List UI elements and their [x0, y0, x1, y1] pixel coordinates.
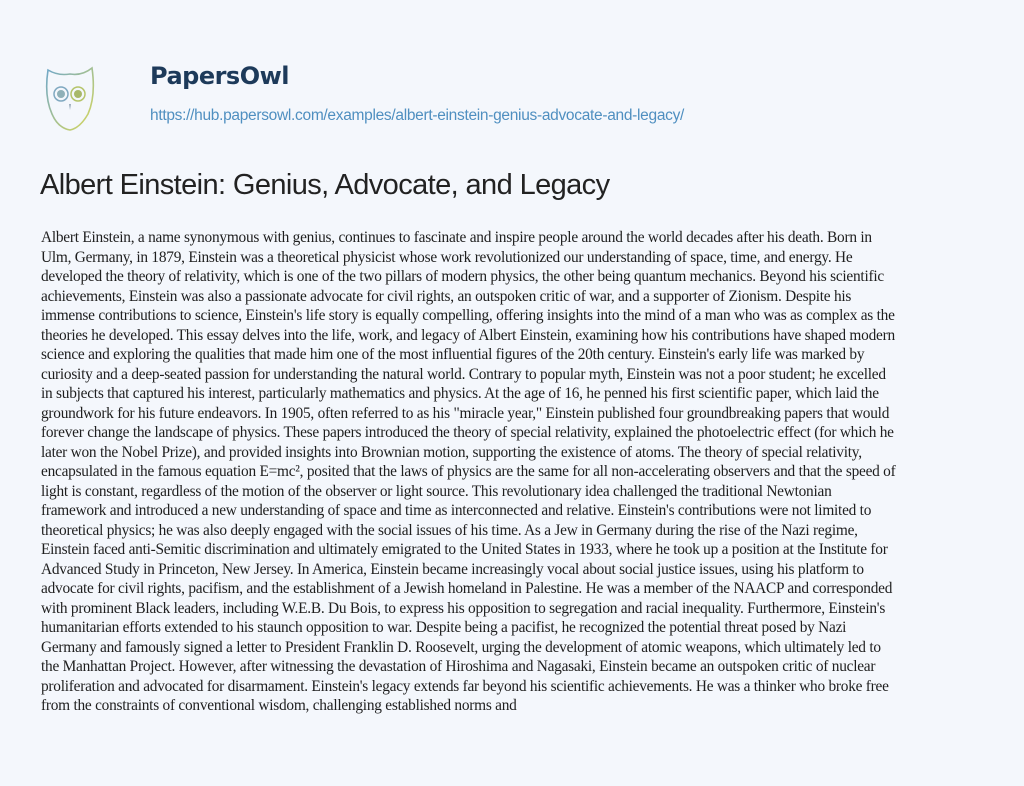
essay-line: encapsulated in the famous equation E=mc², posited that the laws of physics are the same for all non-accelerating observers and that the speed of: [41, 463, 896, 480]
essay-line: forever change the landscape of physics. These papers introduced the theory of special relativity, explained the photoelectric effect (for which he: [41, 424, 894, 441]
essay-line: from the constraints of conventional wisdom, challenging established norms and: [41, 697, 517, 714]
essay-line: developed the theory of relativity, which is one of the two pillars of modern physics, the other being quantum mechanics. Beyond his scientific: [41, 268, 884, 285]
essay-line: Einstein faced anti-Semitic discrimination and ultimately emigrated to the United States in 1933, where he took up a position at the Institute for: [41, 541, 888, 558]
essay-line: groundwork for his future endeavors. In 1905, often referred to as his "miracle year," Einstein published four groundbreaking papers that would: [41, 404, 890, 422]
essay-line: Ulm, Germany, in 1879, Einstein was a theoretical physicist whose work revolutionized our understanding of space, time, and energy. He: [41, 248, 853, 266]
essay-line: later won the Nobel Prize), and provided insights into Brownian motion, supporting the existence of atoms. The theory of special relativity,: [41, 443, 862, 461]
essay-line: Advanced Study in Princeton, New Jersey. In America, Einstein became increasingly vocal about social justice issues, using his platform to: [41, 560, 864, 578]
essay-line: theoretical physics; he was also deeply engaged with the social issues of his time. As a Jew in Germany during the rise of the Nazi regime,: [41, 521, 858, 539]
essay-line: immense contributions to science, Einstein's life story is equally compelling, offering insights into the mind of a man who was as complex as the: [41, 307, 895, 324]
essay-body: [41, 228, 1024, 716]
essay-line: with prominent Black leaders, including W.E.B. Du Bois, to express his opposition to segregation and racial inequality. Furthermore, Einstein's: [41, 599, 886, 617]
essay-line: advocate for civil rights, pacifism, and the establishment of a Jewish homeland in Palestine. He was a member of the NAACP and corresponded: [41, 580, 893, 597]
essay-line: humanitarian efforts extended to his staunch opposition to war. Despite being a pacifist, he recognized the potential threat posed by Nazi: [41, 619, 847, 636]
essay-line: curiosity and a deep-seated passion for understanding the natural world. Contrary to popular myth, Einstein was not a poor student; he excelled: [41, 365, 886, 383]
brand-name[interactable]: PapersOwl: [150, 62, 290, 90]
page-title: Albert Einstein: Genius, Advocate, and Legacy: [40, 169, 610, 201]
essay-line: the Manhattan Project. However, after witnessing the devastation of Hiroshima and Nagasaki, Einstein became an outspoken critic of nuclear: [41, 658, 876, 675]
essay-line: framework and introduced a new understanding of space and time as interconnected and relative. Einstein's contributions were not limited to: [41, 502, 872, 519]
essay-line: proliferation and advocated for disarmament. Einstein's legacy extends far beyond his scientific achievements. He was a thinker who broke free: [41, 677, 889, 695]
essay-line: achievements, Einstein was also a passionate advocate for civil rights, an outspoken critic of war, and a supporter of Zionism. Despite his: [41, 287, 852, 305]
essay-line: Albert Einstein, a name synonymous with genius, continues to fascinate and inspire people around the world decades after his death. Born in: [41, 229, 872, 246]
papersowl-logo-icon: [44, 66, 96, 132]
essay-line: light is constant, regardless of the motion of the observer or light source. This revolutionary idea challenged the traditional Newtonian: [41, 482, 832, 500]
essay-line: Germany and famously signed a letter to President Franklin D. Roosevelt, urging the development of atomic weapons, which ultimately led to: [41, 638, 881, 656]
essay-line: in subjects that captured his interest, particularly mathematics and physics. At the age of 16, he penned his first scientific paper, which laid the: [41, 385, 879, 402]
source-url-link[interactable]: https://hub.papersowl.com/examples/albert-einstein-genius-advocate-and-legacy/: [150, 107, 685, 124]
essay-line: theories he developed. This essay delves into the life, work, and legacy of Albert Einstein, examining how his contributions have shaped modern: [41, 326, 895, 344]
essay-line: science and exploring the qualities that made him one of the most influential figures of the 20th century. Einstein's early life was marked by: [41, 346, 865, 363]
